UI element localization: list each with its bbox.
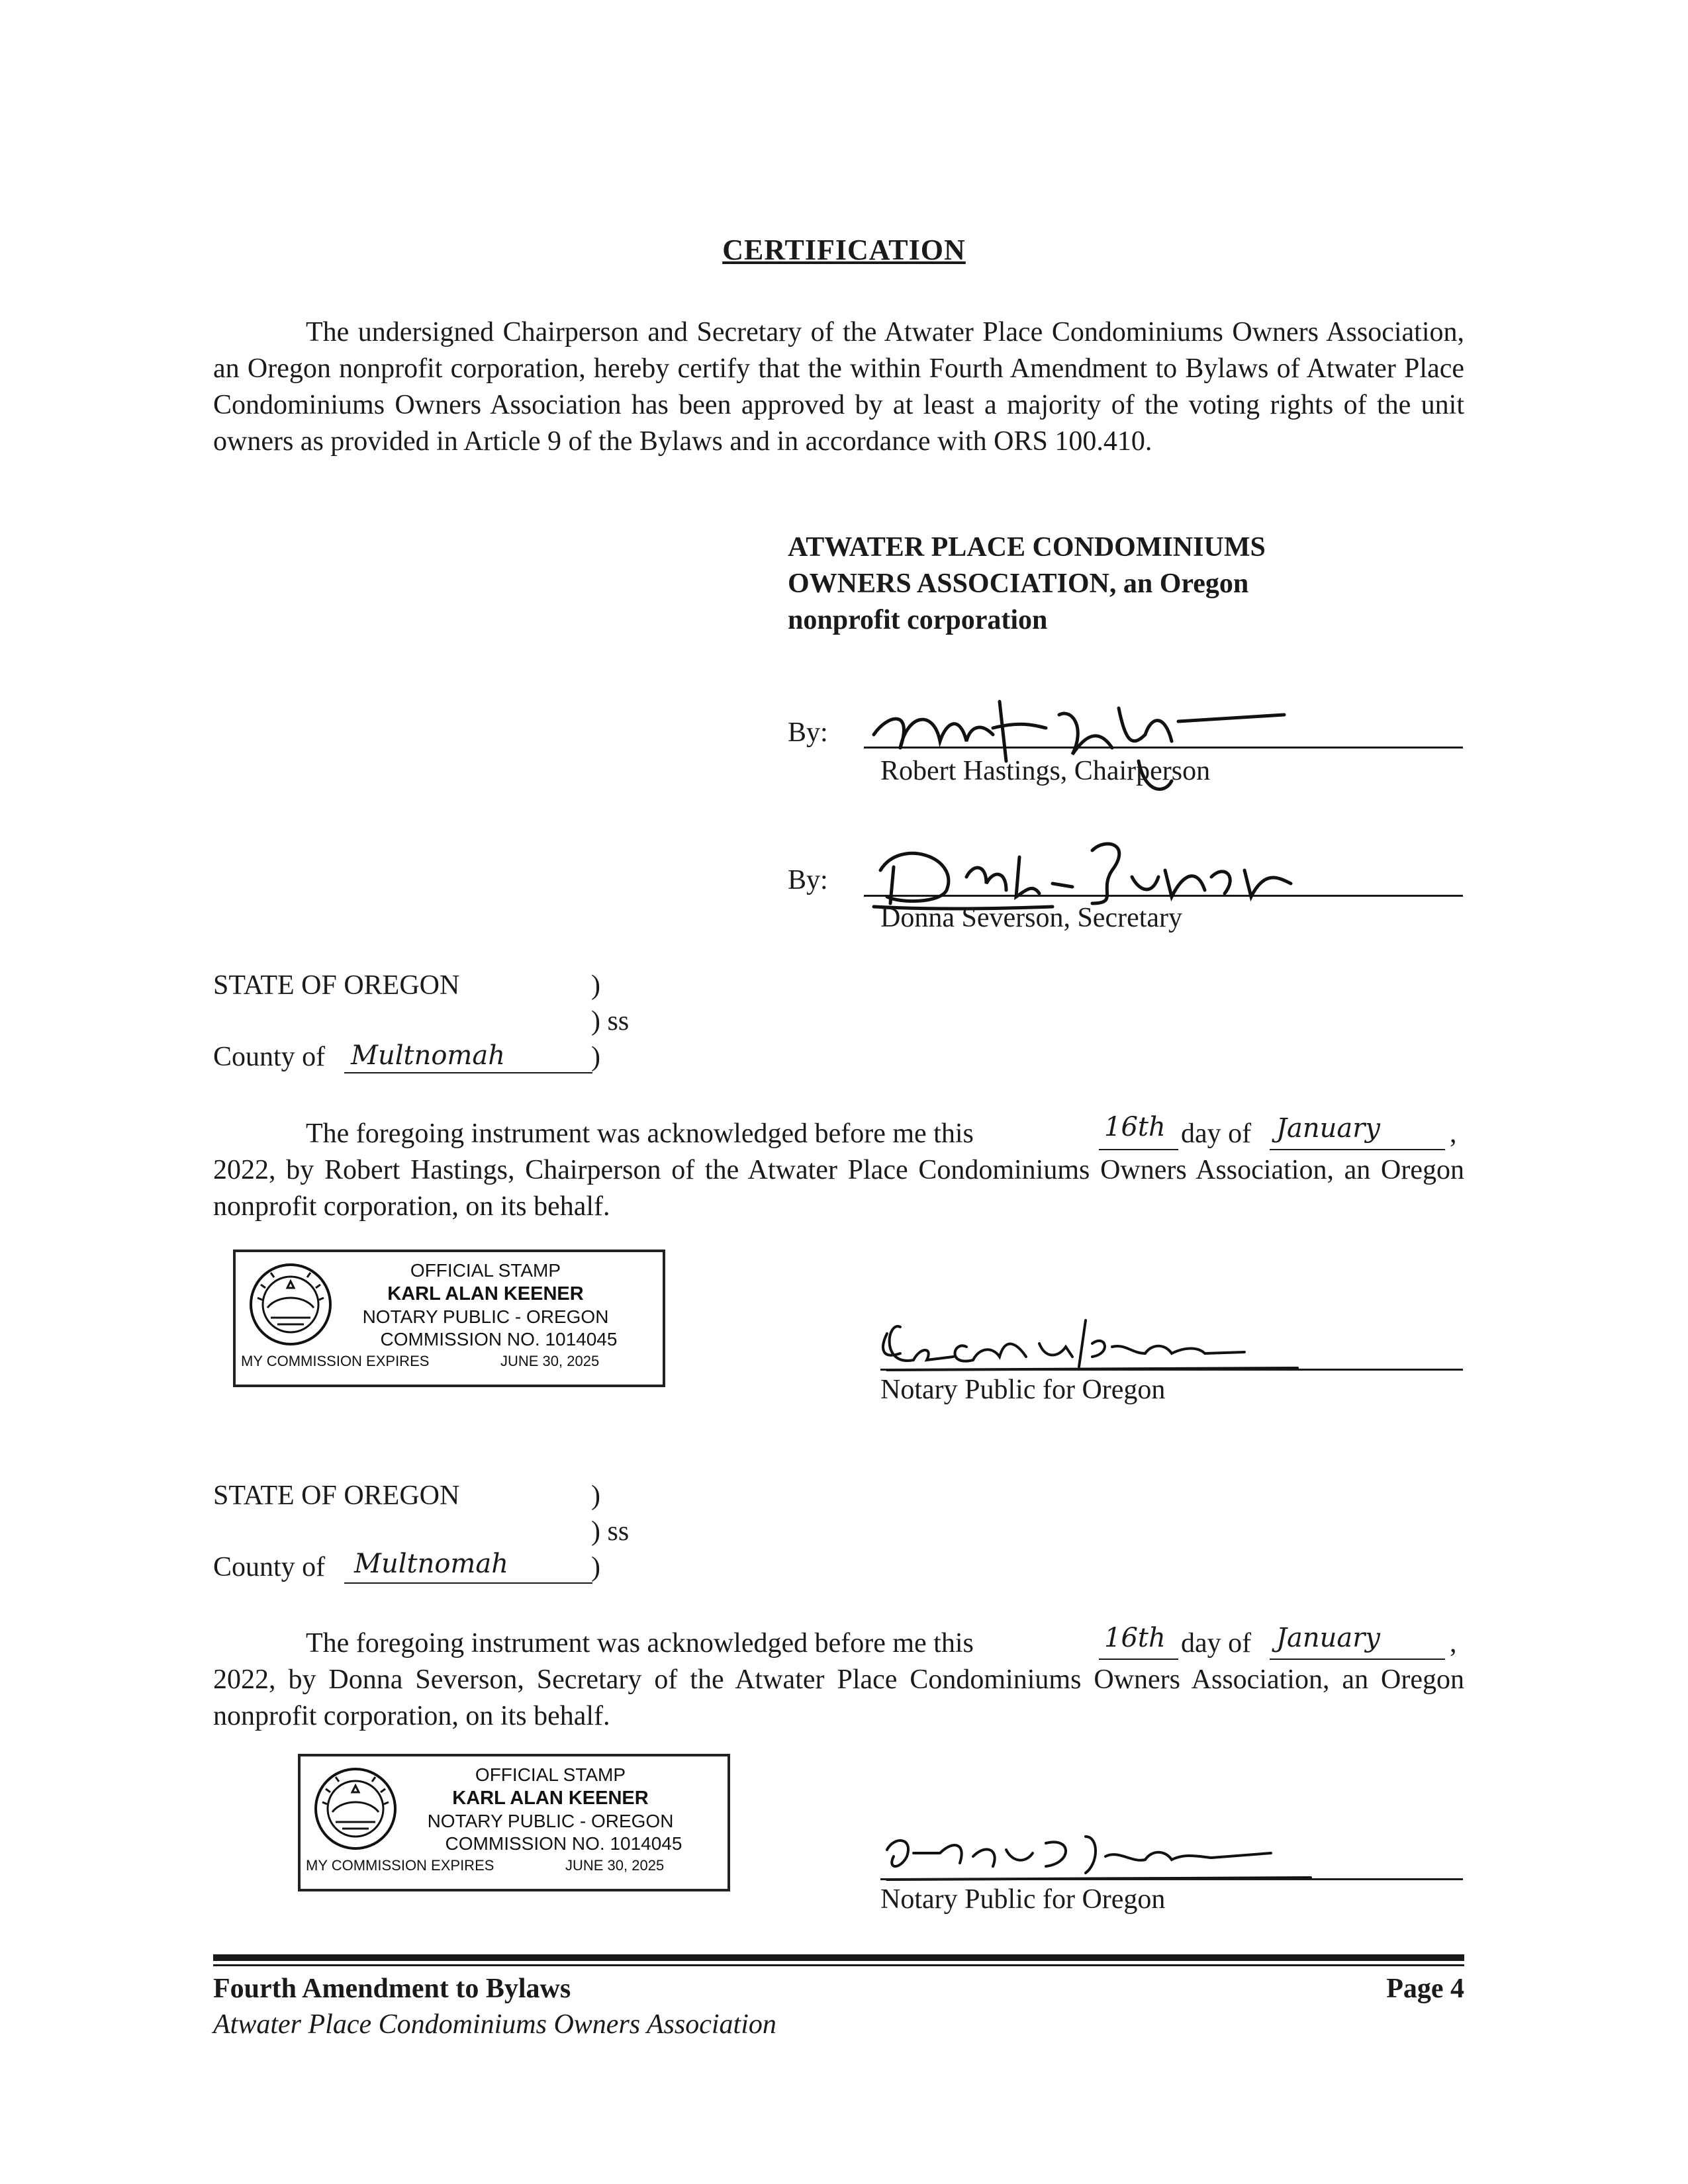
page-title: CERTIFICATION [722, 234, 966, 266]
association-line-3: nonprofit corporation [788, 605, 1048, 635]
ack1-ss: ) ss [591, 1006, 630, 1036]
notary-label-1: Notary Public for Oregon [880, 1375, 1166, 1405]
ack2-county-handwritten: Multnomah [354, 1549, 508, 1579]
stamp1-line1: OFFICIAL STAMP [410, 1260, 561, 1281]
ack1-comma: , [1450, 1118, 1457, 1149]
ack1-county-handwritten: Multnomah [351, 1040, 505, 1071]
ack2-month-line [1270, 1659, 1445, 1660]
by-label-secretary: By: [788, 865, 828, 895]
stamp1-line3: NOTARY PUBLIC - OREGON [362, 1306, 609, 1327]
ack2-text-b: day of [1181, 1628, 1252, 1659]
ack2-paren: ) [591, 1480, 600, 1511]
stamp2-line2: KARL ALAN KEENER [452, 1788, 649, 1809]
footer-page-number: Page 4 [1386, 1974, 1464, 2004]
ack1-text-rest: 2022, by Robert Hastings, Chairperson of the Atwater Place Condominiums Owners Association, an Oregon nonprofit corporation, on its behalf. [213, 1155, 1464, 1222]
ack2-county-line [344, 1582, 592, 1584]
notary-line-1 [880, 1369, 1463, 1371]
notary-stamp-2 [298, 1754, 730, 1891]
footer-document-title: Fourth Amendment to Bylaws [213, 1974, 571, 2004]
ack1-day-line [1099, 1149, 1178, 1150]
stamp2-line4: COMMISSION NO. 1014045 [445, 1833, 682, 1854]
notary-line-2 [880, 1878, 1463, 1880]
ack1-text-b: day of [1181, 1118, 1252, 1149]
ack1-county-close: ) [591, 1042, 600, 1072]
secretary-name-title: Donna Severson, Secretary [880, 903, 1183, 933]
ack2-day-line [1099, 1659, 1178, 1660]
ack2-paragraph [213, 1662, 1464, 1735]
by-label-chairperson: By: [788, 717, 828, 748]
ack2-county-close: ) [591, 1552, 600, 1582]
stamp2-line1: OFFICIAL STAMP [475, 1764, 626, 1785]
footer-rule-thin [213, 1964, 1464, 1966]
stamp1-line4: COMMISSION NO. 1014045 [380, 1329, 618, 1349]
stamp1-line5-left: MY COMMISSION EXPIRES [241, 1353, 430, 1369]
ack1-county-label: County of [213, 1042, 326, 1072]
chairperson-name-title: Robert Hastings, Chairperson [880, 756, 1211, 786]
footer-association-name: Atwater Place Condominiums Owners Association [213, 2009, 776, 2040]
certification-paragraph [213, 314, 1464, 460]
ack1-county-line [344, 1072, 592, 1073]
ack2-month-handwritten: January [1276, 1623, 1380, 1653]
notary-label-2: Notary Public for Oregon [880, 1884, 1166, 1915]
footer-rule-thick [213, 1954, 1464, 1961]
ack2-comma: , [1450, 1628, 1457, 1659]
ack2-day-handwritten: 16th [1104, 1623, 1166, 1653]
ack1-day-handwritten: 16th [1104, 1112, 1166, 1142]
stamp1-line2: KARL ALAN KEENER [387, 1283, 584, 1304]
ack1-month-handwritten: January [1276, 1113, 1380, 1144]
association-block [788, 529, 1383, 639]
notary-stamp-1 [233, 1250, 665, 1387]
ack1-paren: ) [591, 970, 600, 1001]
association-line-2: OWNERS ASSOCIATION, an Oregon [788, 569, 1249, 599]
stamp1-line5-right: JUNE 30, 2025 [500, 1353, 600, 1369]
stamp2-line5-right: JUNE 30, 2025 [565, 1857, 665, 1874]
ack2-text-rest: 2022, by Donna Severson, Secretary of the Atwater Place Condominiums Owners Association, an Oregon nonprofit corporation, on its behalf. [213, 1664, 1464, 1731]
ack2-text-a: The foregoing instrument was acknowledged before me this [306, 1628, 974, 1659]
ack1-state: STATE OF OREGON [213, 970, 460, 1001]
ack1-text-a: The foregoing instrument was acknowledged before me this [306, 1118, 974, 1149]
ack2-ss: ) ss [591, 1516, 630, 1547]
ack2-county-label: County of [213, 1552, 326, 1582]
association-line-1: ATWATER PLACE CONDOMINIUMS [788, 532, 1266, 563]
ack1-month-line [1270, 1149, 1445, 1150]
ack2-state: STATE OF OREGON [213, 1480, 460, 1511]
stamp2-line5-left: MY COMMISSION EXPIRES [306, 1857, 494, 1874]
stamp2-line3: NOTARY PUBLIC - OREGON [427, 1811, 674, 1831]
ack1-paragraph [213, 1152, 1464, 1225]
certification-text: The undersigned Chairperson and Secretary of the Atwater Place Condominiums Owners Association, an Oregon nonprofit corporation, hereby certify that the within Fourth Amendment to Bylaws of Atwater Place Condominiums Owners Association has been approved by at least a majority of the voting rights of the unit owners as provided in Article 9 of the Bylaws and in accordance with ORS 100.410. [213, 317, 1464, 457]
